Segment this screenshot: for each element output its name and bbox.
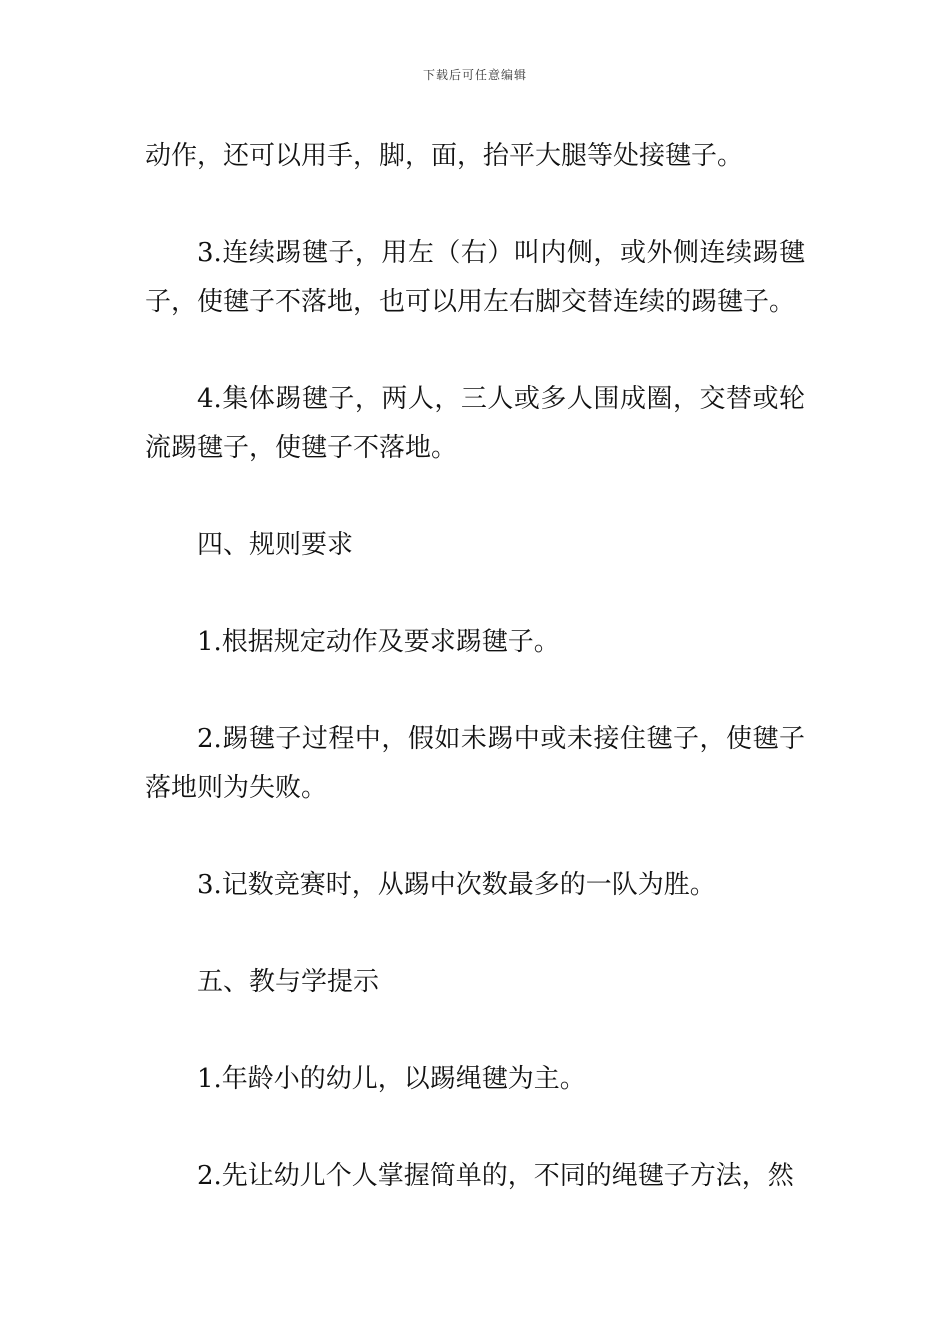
paragraph-rule-3: 3.记数竞赛时，从踢中次数最多的一队为胜。 <box>197 870 716 900</box>
paragraph-tip-2: 2.先让幼儿个人掌握简单的，不同的绳毽子方法，然 <box>197 1161 794 1191</box>
paragraph-item-4-group-kick: 4.集体踢毽子，两人，三人或多人围成圈，交替或轮流踢毽子，使毽子不落地。 <box>145 384 805 463</box>
paragraph-rule-1: 1.根据规定动作及要求踢毽子。 <box>197 627 560 657</box>
section-heading-teaching-tips: 五、教与学提示 <box>197 967 380 997</box>
paragraph-continuation: 动作，还可以用手，脚，面，抬平大腿等处接毽子。 <box>145 141 744 171</box>
section-heading-rules: 四、规则要求 <box>197 530 354 560</box>
document-body <box>145 132 805 1249</box>
page-header: 下载后可任意编辑 <box>422 68 527 82</box>
paragraph-tip-1: 1.年龄小的幼儿，以踢绳毽为主。 <box>197 1064 586 1094</box>
paragraph-rule-2: 2.踢毽子过程中，假如未踢中或未接住毽子，使毽子落地则为失败。 <box>145 724 805 803</box>
paragraph-item-3-continuous-kick: 3.连续踢毽子，用左（右）叫内侧，或外侧连续踢毽子，使毽子不落地，也可以用左右脚交替连续的踢毽子。 <box>145 238 805 317</box>
